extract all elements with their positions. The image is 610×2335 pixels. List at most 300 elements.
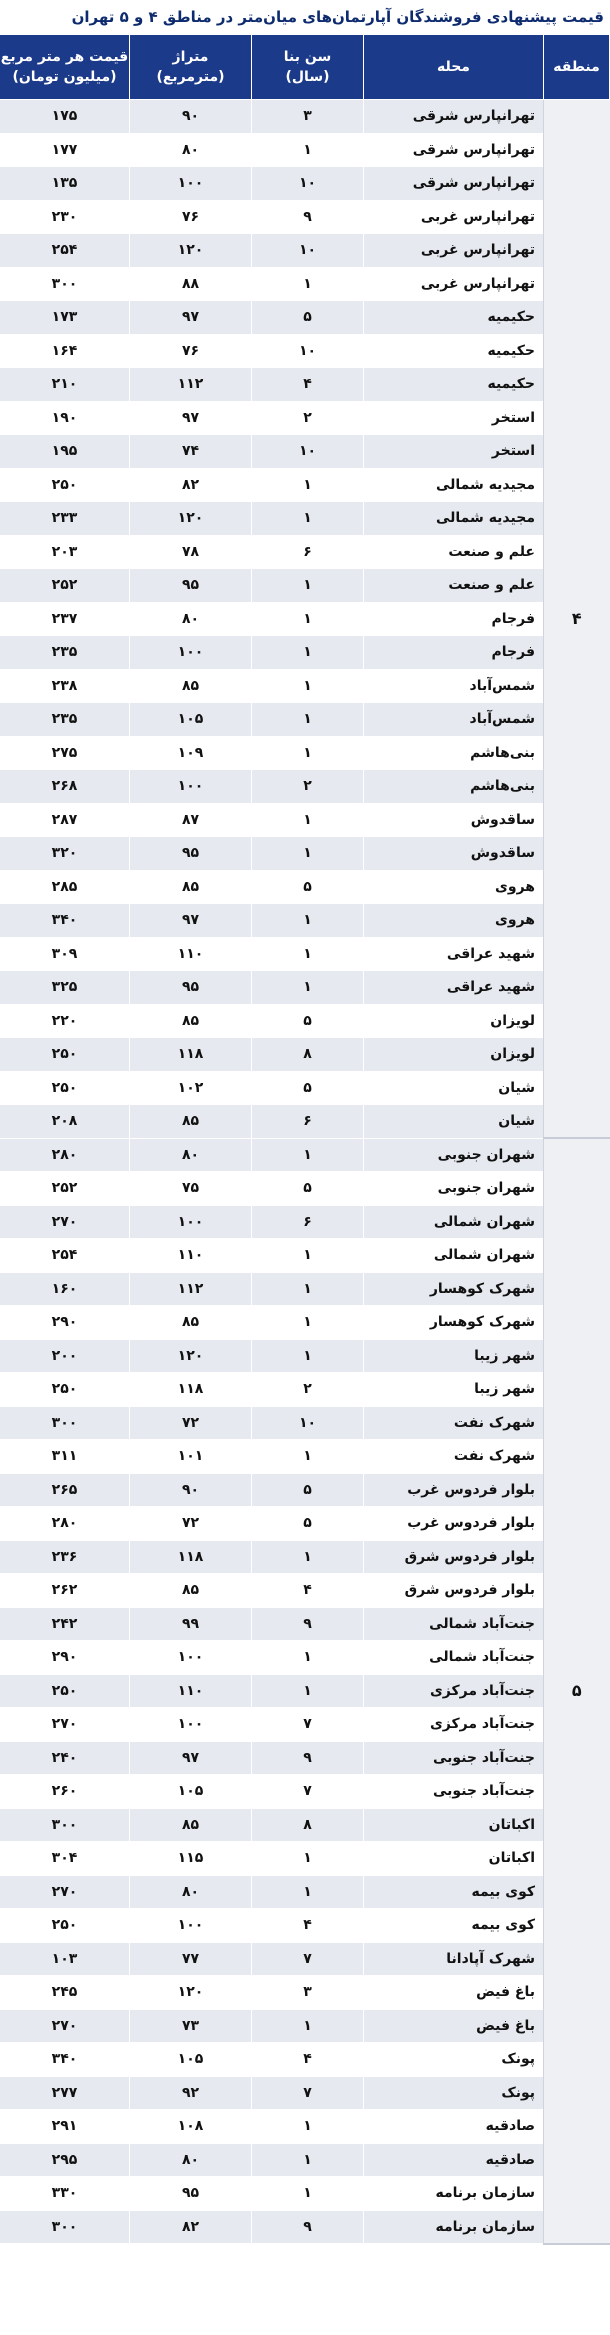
- size-cell: ۹۷: [130, 904, 252, 938]
- age-cell: ۲: [252, 770, 364, 804]
- price-cell: ۲۵۰: [0, 468, 130, 502]
- table-row: [0, 1607, 610, 1641]
- area-cell: حکیمیه: [364, 301, 544, 335]
- header-age: سن بنا (سال): [252, 35, 364, 100]
- table-row: [0, 2076, 610, 2110]
- area-cell: حکیمیه: [364, 334, 544, 368]
- price-cell: ۱۶۰: [0, 1272, 130, 1306]
- table-row: [0, 133, 610, 167]
- table-row: [0, 1641, 610, 1675]
- table-row: [0, 1138, 610, 1172]
- table-row: [0, 602, 610, 636]
- document-title: قیمت پیشنهادی فروشندگان آپارتمان‌های میان‌متر در مناطق ۴ و ۵ تهران: [0, 0, 610, 34]
- table-row: [0, 401, 610, 435]
- size-cell: ۸۵: [130, 1306, 252, 1340]
- price-cell: ۳۰۹: [0, 937, 130, 971]
- area-cell: شهران جنوبی: [364, 1172, 544, 1206]
- area-cell: علم و صنعت: [364, 569, 544, 603]
- size-cell: ۱۱۵: [130, 1842, 252, 1876]
- size-cell: ۸۵: [130, 870, 252, 904]
- area-cell: صادقیه: [364, 2110, 544, 2144]
- area-cell: شهران شمالی: [364, 1205, 544, 1239]
- table-row: [0, 937, 610, 971]
- price-cell: ۱۳۵: [0, 167, 130, 201]
- price-cell: ۲۳۶: [0, 1540, 130, 1574]
- price-cell: ۲۸۷: [0, 803, 130, 837]
- price-cell: ۲۲۰: [0, 1004, 130, 1038]
- price-cell: ۲۵۰: [0, 1038, 130, 1072]
- age-cell: ۱: [252, 502, 364, 536]
- area-cell: بلوار فردوس غرب: [364, 1473, 544, 1507]
- size-cell: ۸۵: [130, 1574, 252, 1608]
- area-cell: بنی‌هاشم: [364, 736, 544, 770]
- size-cell: ۷۳: [130, 2009, 252, 2043]
- age-cell: ۴: [252, 368, 364, 402]
- price-cell: ۲۵۴: [0, 1239, 130, 1273]
- region-cell: ۵: [544, 1138, 610, 2244]
- table-row: [0, 2177, 610, 2211]
- price-cell: ۱۶۴: [0, 334, 130, 368]
- price-cell: ۲۴۲: [0, 1607, 130, 1641]
- table-row: [0, 1239, 610, 1273]
- table-row: [0, 770, 610, 804]
- table-row: [0, 2210, 610, 2244]
- age-cell: ۱: [252, 2143, 364, 2177]
- size-cell: ۸۰: [130, 1875, 252, 1909]
- size-cell: ۷۸: [130, 535, 252, 569]
- age-cell: ۱: [252, 803, 364, 837]
- age-cell: ۱: [252, 569, 364, 603]
- size-cell: ۱۰۵: [130, 703, 252, 737]
- area-cell: پونک: [364, 2043, 544, 2077]
- area-cell: شهرک کوهسار: [364, 1272, 544, 1306]
- price-cell: ۲۶۵: [0, 1473, 130, 1507]
- area-cell: شمس‌آباد: [364, 703, 544, 737]
- price-cell: ۲۰۸: [0, 1105, 130, 1139]
- price-cell: ۳۰۰: [0, 1406, 130, 1440]
- table-row: [0, 837, 610, 871]
- price-cell: ۳۴۰: [0, 2043, 130, 2077]
- size-cell: ۱۲۰: [130, 234, 252, 268]
- area-cell: شهید عراقی: [364, 937, 544, 971]
- area-cell: باغ فیض: [364, 1976, 544, 2010]
- table-row: [0, 301, 610, 335]
- age-cell: ۷: [252, 2076, 364, 2110]
- price-cell: ۲۳۳: [0, 502, 130, 536]
- table-row: [0, 1038, 610, 1072]
- age-cell: ۳: [252, 1976, 364, 2010]
- area-cell: جنت‌آباد شمالی: [364, 1607, 544, 1641]
- price-cell: ۲۸۰: [0, 1138, 130, 1172]
- price-cell: ۲۵۰: [0, 1373, 130, 1407]
- table-row: [0, 2009, 610, 2043]
- price-cell: ۲۸۵: [0, 870, 130, 904]
- age-cell: ۵: [252, 1004, 364, 1038]
- size-cell: ۱۰۲: [130, 1071, 252, 1105]
- price-cell: ۲۵۴: [0, 234, 130, 268]
- size-cell: ۹۰: [130, 100, 252, 134]
- age-cell: ۱۰: [252, 334, 364, 368]
- price-cell: ۳۲۵: [0, 971, 130, 1005]
- table-row: [0, 1440, 610, 1474]
- age-cell: ۶: [252, 1105, 364, 1139]
- area-cell: سازمان برنامه: [364, 2210, 544, 2244]
- area-cell: استخر: [364, 435, 544, 469]
- table-row: [0, 2043, 610, 2077]
- size-cell: ۹۵: [130, 837, 252, 871]
- age-cell: ۱: [252, 2177, 364, 2211]
- price-cell: ۲۳۷: [0, 602, 130, 636]
- table-row: [0, 1306, 610, 1340]
- age-cell: ۵: [252, 1507, 364, 1541]
- size-cell: ۹۹: [130, 1607, 252, 1641]
- price-cell: ۲۰۰: [0, 1339, 130, 1373]
- size-cell: ۱۰۱: [130, 1440, 252, 1474]
- area-cell: فرجام: [364, 636, 544, 670]
- size-cell: ۸۰: [130, 1138, 252, 1172]
- price-cell: ۲۵۰: [0, 1909, 130, 1943]
- age-cell: ۷: [252, 1708, 364, 1742]
- area-cell: شهران شمالی: [364, 1239, 544, 1273]
- size-cell: ۸۰: [130, 133, 252, 167]
- age-cell: ۱: [252, 602, 364, 636]
- price-cell: ۲۹۰: [0, 1641, 130, 1675]
- size-cell: ۸۵: [130, 1004, 252, 1038]
- age-cell: ۹: [252, 1607, 364, 1641]
- size-cell: ۱۲۰: [130, 1339, 252, 1373]
- area-cell: مجیدیه شمالی: [364, 502, 544, 536]
- area-cell: جنت‌آباد مرکزی: [364, 1674, 544, 1708]
- price-cell: ۲۵۲: [0, 1172, 130, 1206]
- table-row: [0, 1842, 610, 1876]
- size-cell: ۱۱۰: [130, 1239, 252, 1273]
- header-area: محله: [364, 35, 544, 100]
- age-cell: ۱۰: [252, 1406, 364, 1440]
- price-cell: ۲۷۵: [0, 736, 130, 770]
- table-row: [0, 1172, 610, 1206]
- age-cell: ۱: [252, 736, 364, 770]
- table-row: [0, 200, 610, 234]
- age-cell: ۱: [252, 1138, 364, 1172]
- size-cell: ۱۰۰: [130, 1909, 252, 1943]
- age-cell: ۸: [252, 1808, 364, 1842]
- age-cell: ۲: [252, 401, 364, 435]
- header-size: متراژ (مترمربع): [130, 35, 252, 100]
- age-cell: ۵: [252, 1473, 364, 1507]
- area-cell: شهرک نفت: [364, 1406, 544, 1440]
- area-cell: پونک: [364, 2076, 544, 2110]
- header-price: قیمت هر متر مربع (میلیون تومان): [0, 35, 130, 100]
- table-row: [0, 1373, 610, 1407]
- area-cell: جنت‌آباد جنوبی: [364, 1775, 544, 1809]
- table-row: [0, 100, 610, 134]
- table-row: [0, 669, 610, 703]
- size-cell: ۹۲: [130, 2076, 252, 2110]
- size-cell: ۷۲: [130, 1406, 252, 1440]
- price-cell: ۱۷۵: [0, 100, 130, 134]
- table-row: [0, 1540, 610, 1574]
- price-cell: ۱۷۳: [0, 301, 130, 335]
- table-row: [0, 1406, 610, 1440]
- age-cell: ۱۰: [252, 234, 364, 268]
- area-cell: تهرانپارس غربی: [364, 234, 544, 268]
- size-cell: ۱۱۸: [130, 1038, 252, 1072]
- table-row: [0, 1976, 610, 2010]
- table-row: [0, 1909, 610, 1943]
- table-row: [0, 803, 610, 837]
- size-cell: ۱۱۲: [130, 368, 252, 402]
- area-cell: تهرانپارس شرقی: [364, 167, 544, 201]
- size-cell: ۱۰۰: [130, 636, 252, 670]
- area-cell: جنت‌آباد شمالی: [364, 1641, 544, 1675]
- price-table: [0, 34, 610, 2245]
- table-row: [0, 1741, 610, 1775]
- price-cell: ۲۷۰: [0, 1875, 130, 1909]
- price-cell: ۲۷۰: [0, 1708, 130, 1742]
- age-cell: ۴: [252, 1909, 364, 1943]
- size-cell: ۷۷: [130, 1942, 252, 1976]
- age-cell: ۱: [252, 1272, 364, 1306]
- table-row: [0, 1272, 610, 1306]
- price-cell: ۲۹۱: [0, 2110, 130, 2144]
- area-cell: شهرک آپادانا: [364, 1942, 544, 1976]
- size-cell: ۹۵: [130, 2177, 252, 2211]
- area-cell: تهرانپارس غربی: [364, 200, 544, 234]
- size-cell: ۸۷: [130, 803, 252, 837]
- age-cell: ۱: [252, 636, 364, 670]
- size-cell: ۸۲: [130, 468, 252, 502]
- size-cell: ۱۰۰: [130, 167, 252, 201]
- table-row: [0, 569, 610, 603]
- header-region: منطقه: [544, 35, 610, 100]
- size-cell: ۱۰۰: [130, 1641, 252, 1675]
- area-cell: شیان: [364, 1071, 544, 1105]
- price-cell: ۲۳۵: [0, 703, 130, 737]
- age-cell: ۱: [252, 1842, 364, 1876]
- area-cell: شهید عراقی: [364, 971, 544, 1005]
- size-cell: ۱۱۰: [130, 937, 252, 971]
- price-cell: ۲۷۰: [0, 2009, 130, 2043]
- price-cell: ۳۰۴: [0, 1842, 130, 1876]
- age-cell: ۱: [252, 937, 364, 971]
- age-cell: ۱: [252, 2009, 364, 2043]
- area-cell: شهران جنوبی: [364, 1138, 544, 1172]
- age-cell: ۹: [252, 2210, 364, 2244]
- age-cell: ۴: [252, 2043, 364, 2077]
- area-cell: تهرانپارس غربی: [364, 267, 544, 301]
- table-row: [0, 1205, 610, 1239]
- table-row: [0, 736, 610, 770]
- table-row: [0, 468, 610, 502]
- area-cell: جنت‌آباد مرکزی: [364, 1708, 544, 1742]
- size-cell: ۱۱۸: [130, 1540, 252, 1574]
- area-cell: شیان: [364, 1105, 544, 1139]
- header-row: [0, 35, 610, 100]
- area-cell: حکیمیه: [364, 368, 544, 402]
- area-cell: علم و صنعت: [364, 535, 544, 569]
- table-row: [0, 334, 610, 368]
- table-row: [0, 502, 610, 536]
- area-cell: مجیدیه شمالی: [364, 468, 544, 502]
- age-cell: ۹: [252, 200, 364, 234]
- size-cell: ۷۶: [130, 334, 252, 368]
- table-row: [0, 1071, 610, 1105]
- age-cell: ۱: [252, 1339, 364, 1373]
- price-cell: ۳۰۰: [0, 2210, 130, 2244]
- table-row: [0, 234, 610, 268]
- table-row: [0, 2110, 610, 2144]
- price-cell: ۱۹۵: [0, 435, 130, 469]
- size-cell: ۷۵: [130, 1172, 252, 1206]
- price-cell: ۳۰۰: [0, 1808, 130, 1842]
- age-cell: ۱: [252, 468, 364, 502]
- age-cell: ۱: [252, 837, 364, 871]
- table-row: [0, 1808, 610, 1842]
- table-row: [0, 167, 610, 201]
- age-cell: ۱: [252, 669, 364, 703]
- area-cell: هروی: [364, 904, 544, 938]
- age-cell: ۱: [252, 904, 364, 938]
- age-cell: ۸: [252, 1038, 364, 1072]
- table-body: [0, 100, 610, 2244]
- table-row: [0, 971, 610, 1005]
- table-row: [0, 1507, 610, 1541]
- price-cell: ۲۴۵: [0, 1976, 130, 2010]
- price-cell: ۲۵۰: [0, 1071, 130, 1105]
- size-cell: ۸۵: [130, 1105, 252, 1139]
- size-cell: ۱۰۰: [130, 770, 252, 804]
- age-cell: ۵: [252, 1172, 364, 1206]
- table-row: [0, 1339, 610, 1373]
- price-cell: ۳۴۰: [0, 904, 130, 938]
- price-cell: ۲۶۲: [0, 1574, 130, 1608]
- area-cell: اکباتان: [364, 1842, 544, 1876]
- size-cell: ۸۵: [130, 1808, 252, 1842]
- area-cell: باغ فیض: [364, 2009, 544, 2043]
- age-cell: ۶: [252, 1205, 364, 1239]
- age-cell: ۷: [252, 1942, 364, 1976]
- age-cell: ۵: [252, 301, 364, 335]
- size-cell: ۱۰۵: [130, 1775, 252, 1809]
- size-cell: ۹۰: [130, 1473, 252, 1507]
- table-row: [0, 267, 610, 301]
- age-cell: ۱۰: [252, 167, 364, 201]
- area-cell: کوی بیمه: [364, 1875, 544, 1909]
- price-cell: ۲۳۵: [0, 636, 130, 670]
- area-cell: سازمان برنامه: [364, 2177, 544, 2211]
- age-cell: ۵: [252, 870, 364, 904]
- area-cell: بلوار فردوس غرب: [364, 1507, 544, 1541]
- price-cell: ۳۱۱: [0, 1440, 130, 1474]
- age-cell: ۱: [252, 2110, 364, 2144]
- price-cell: ۲۵۰: [0, 1674, 130, 1708]
- price-cell: ۳۲۰: [0, 837, 130, 871]
- price-cell: ۲۱۰: [0, 368, 130, 402]
- price-cell: ۲۷۰: [0, 1205, 130, 1239]
- size-cell: ۱۱۸: [130, 1373, 252, 1407]
- table-row: [0, 435, 610, 469]
- age-cell: ۱: [252, 133, 364, 167]
- area-cell: لویزان: [364, 1004, 544, 1038]
- age-cell: ۹: [252, 1741, 364, 1775]
- size-cell: ۷۴: [130, 435, 252, 469]
- price-cell: ۲۵۲: [0, 569, 130, 603]
- area-cell: بلوار فردوس شرق: [364, 1574, 544, 1608]
- area-cell: شهرک نفت: [364, 1440, 544, 1474]
- region-cell: ۴: [544, 100, 610, 1139]
- size-cell: ۱۰۰: [130, 1708, 252, 1742]
- area-cell: اکباتان: [364, 1808, 544, 1842]
- area-cell: شهر زیبا: [364, 1339, 544, 1373]
- price-cell: ۲۸۰: [0, 1507, 130, 1541]
- area-cell: لویزان: [364, 1038, 544, 1072]
- size-cell: ۱۰۰: [130, 1205, 252, 1239]
- price-cell: ۳۳۰: [0, 2177, 130, 2211]
- price-cell: ۲۰۳: [0, 535, 130, 569]
- size-cell: ۸۸: [130, 267, 252, 301]
- area-cell: استخر: [364, 401, 544, 435]
- age-cell: ۶: [252, 535, 364, 569]
- table-row: [0, 904, 610, 938]
- age-cell: ۱: [252, 971, 364, 1005]
- age-cell: ۳: [252, 100, 364, 134]
- price-cell: ۲۹۵: [0, 2143, 130, 2177]
- table-row: [0, 535, 610, 569]
- age-cell: ۱: [252, 267, 364, 301]
- age-cell: ۱: [252, 1875, 364, 1909]
- price-cell: ۲۶۰: [0, 1775, 130, 1809]
- table-row: [0, 870, 610, 904]
- table-row: [0, 1674, 610, 1708]
- table-row: [0, 1004, 610, 1038]
- area-cell: تهرانپارس شرقی: [364, 100, 544, 134]
- size-cell: ۱۱۰: [130, 1674, 252, 1708]
- size-cell: ۱۰۹: [130, 736, 252, 770]
- size-cell: ۹۷: [130, 1741, 252, 1775]
- size-cell: ۸۰: [130, 602, 252, 636]
- table-row: [0, 1942, 610, 1976]
- age-cell: ۱: [252, 1641, 364, 1675]
- size-cell: ۹۵: [130, 569, 252, 603]
- area-cell: صادقیه: [364, 2143, 544, 2177]
- area-cell: هروی: [364, 870, 544, 904]
- price-cell: ۱۷۷: [0, 133, 130, 167]
- table-row: [0, 1105, 610, 1139]
- table-row: [0, 1708, 610, 1742]
- age-cell: ۱: [252, 1440, 364, 1474]
- table-row: [0, 1473, 610, 1507]
- size-cell: ۹۷: [130, 401, 252, 435]
- size-cell: ۹۷: [130, 301, 252, 335]
- area-cell: شهر زیبا: [364, 1373, 544, 1407]
- size-cell: ۷۶: [130, 200, 252, 234]
- table-row: [0, 1775, 610, 1809]
- price-cell: ۲۹۰: [0, 1306, 130, 1340]
- age-cell: ۵: [252, 1071, 364, 1105]
- size-cell: ۱۱۲: [130, 1272, 252, 1306]
- area-cell: جنت‌آباد جنوبی: [364, 1741, 544, 1775]
- table-row: [0, 368, 610, 402]
- area-cell: بلوار فردوس شرق: [364, 1540, 544, 1574]
- price-cell: ۲۳۰: [0, 200, 130, 234]
- age-cell: ۱: [252, 1239, 364, 1273]
- size-cell: ۷۲: [130, 1507, 252, 1541]
- area-cell: تهرانپارس شرقی: [364, 133, 544, 167]
- table-row: [0, 636, 610, 670]
- size-cell: ۹۵: [130, 971, 252, 1005]
- area-cell: کوی بیمه: [364, 1909, 544, 1943]
- age-cell: ۱: [252, 1540, 364, 1574]
